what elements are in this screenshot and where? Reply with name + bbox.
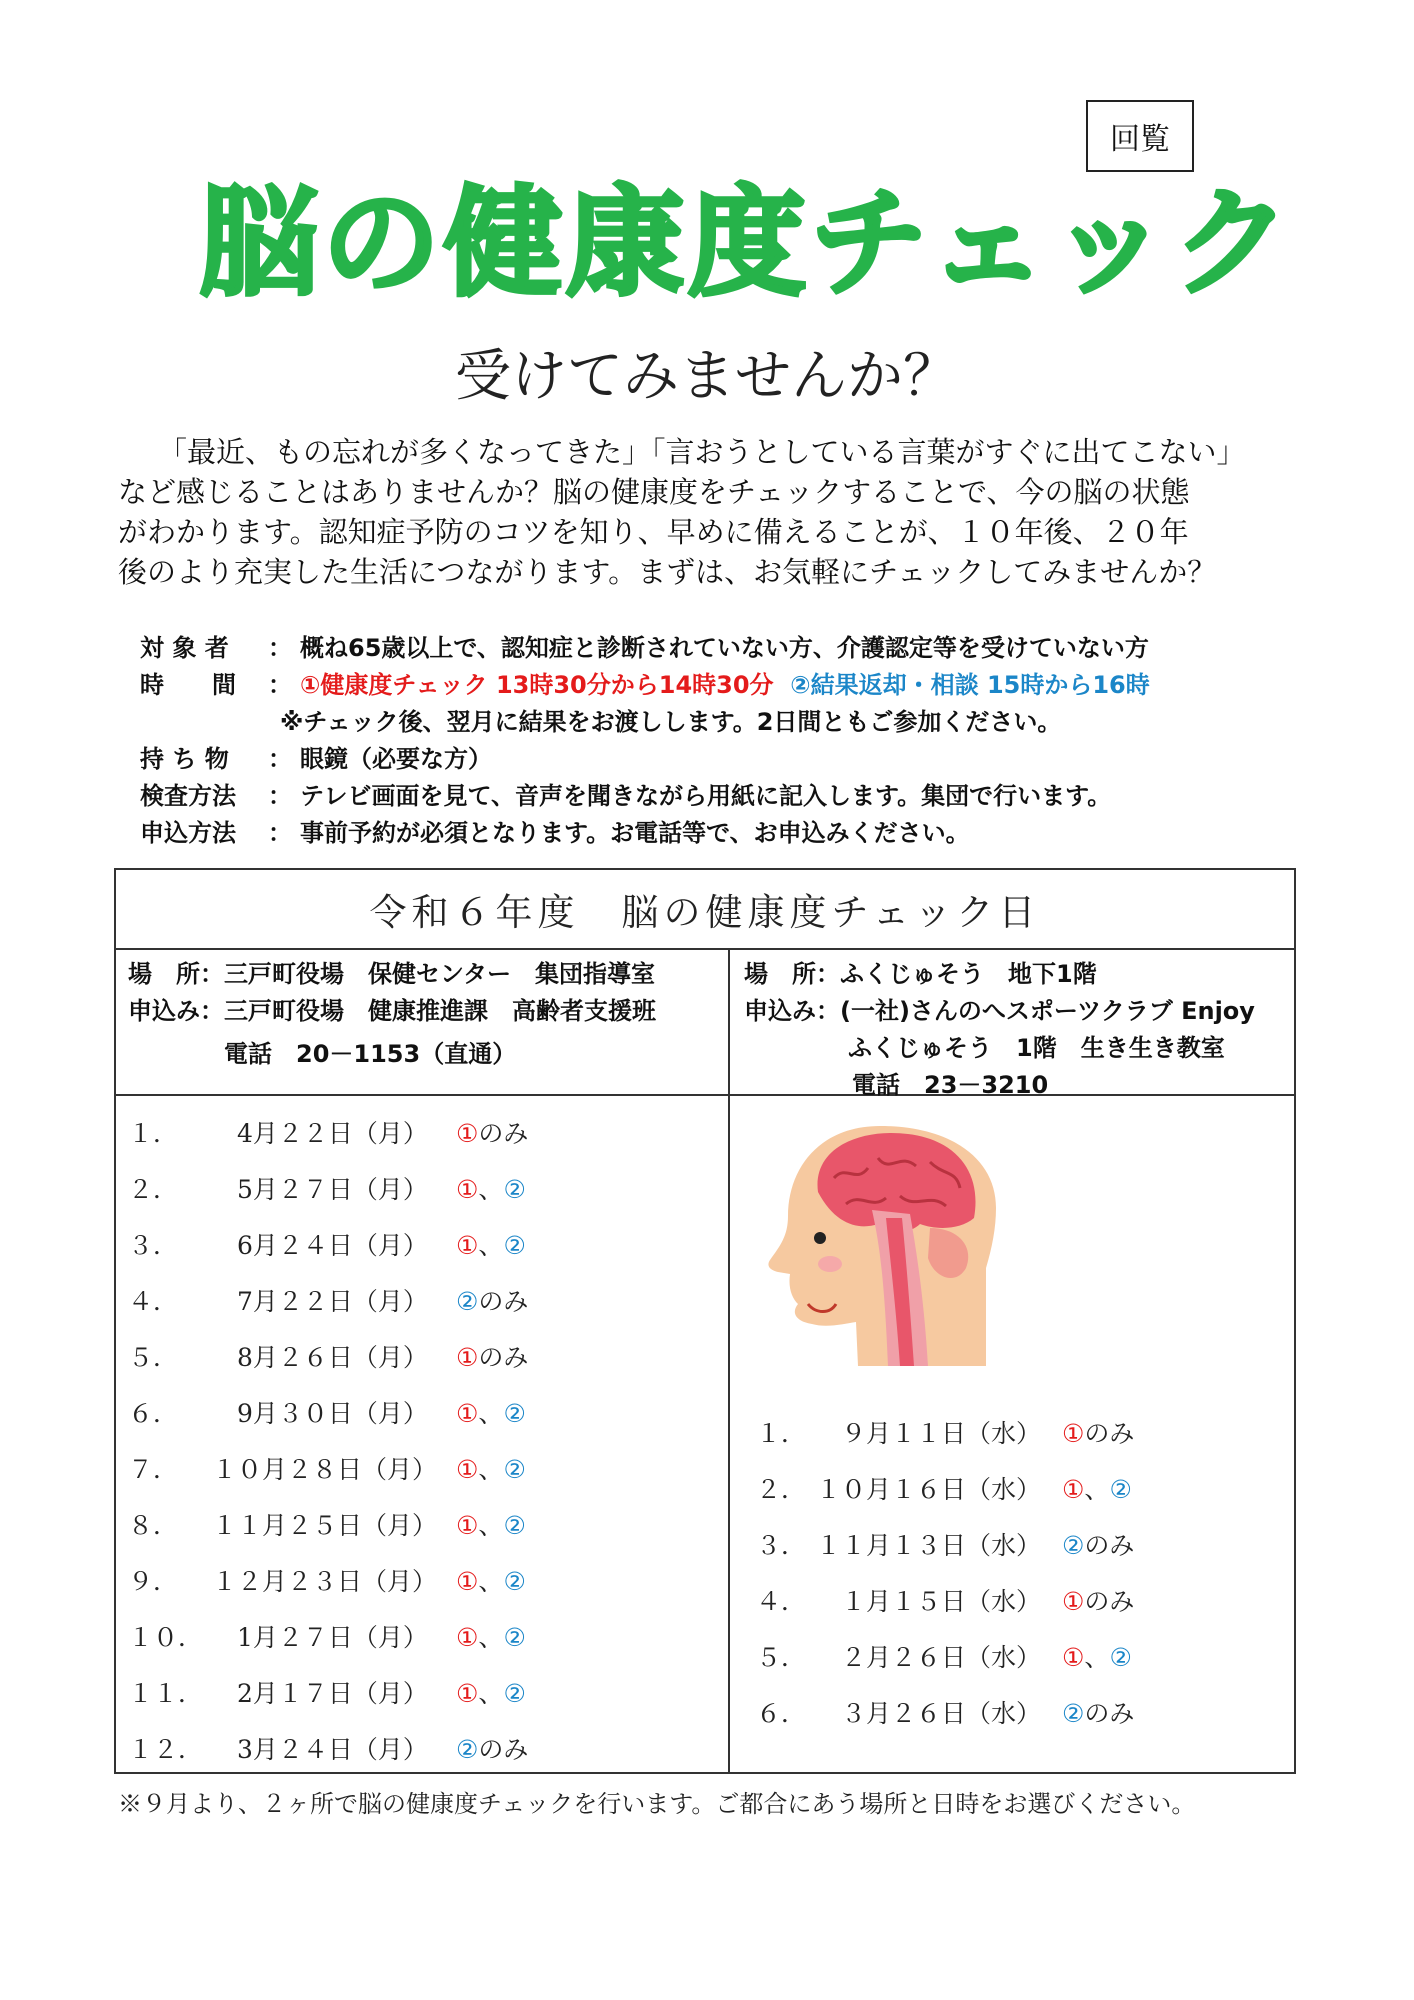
info-colon: ： bbox=[268, 634, 292, 662]
date-number: ７． bbox=[128, 1455, 179, 1484]
session-marks bbox=[456, 1610, 526, 1666]
mark-result-session: ② bbox=[503, 1399, 526, 1428]
mark-separator: 、 bbox=[478, 1623, 504, 1652]
mark-suffix: のみ bbox=[1084, 1699, 1135, 1728]
info-note-row bbox=[140, 704, 1340, 741]
session-marks bbox=[456, 1554, 526, 1610]
mark-check-session: ① bbox=[1062, 1475, 1085, 1504]
date-number: ９． bbox=[128, 1567, 179, 1596]
mark-check-session: ① bbox=[456, 1567, 479, 1596]
schedule-table bbox=[114, 868, 1296, 1774]
right-apply-room: ふくじゅそう 1階 生き生き教室 bbox=[848, 1034, 1225, 1062]
mark-result-session: ② bbox=[456, 1735, 479, 1764]
mark-separator: 、 bbox=[478, 1567, 504, 1596]
time-note bbox=[280, 704, 1061, 741]
mark-check-session: ① bbox=[456, 1343, 479, 1372]
left-phone: 電話 20－1153（直通） bbox=[224, 1040, 517, 1068]
info-label: 検査方法 bbox=[140, 782, 236, 810]
date-text: ３月２６日（水） bbox=[816, 1699, 1042, 1728]
date-text: 2月１７日（月） bbox=[212, 1679, 428, 1708]
mark-check-session: ① bbox=[1062, 1587, 1085, 1616]
brain-head-icon bbox=[760, 1118, 1000, 1368]
date-text: 5月２７日（月） bbox=[212, 1175, 428, 1204]
mark-separator: 、 bbox=[478, 1231, 504, 1260]
session-marks bbox=[456, 1386, 526, 1442]
column-divider bbox=[728, 948, 730, 1772]
session-marks bbox=[456, 1274, 528, 1330]
mark-check-session: ① bbox=[456, 1455, 479, 1484]
mark-check-session: ① bbox=[456, 1175, 479, 1204]
info-section bbox=[140, 630, 1340, 852]
right-date-list bbox=[756, 1406, 1286, 1742]
info-colon: ： bbox=[268, 819, 292, 847]
list-item bbox=[128, 1554, 718, 1610]
mark-result-session: ② bbox=[1109, 1475, 1132, 1504]
intro-line: など感じることはありませんか？脳の健康度をチェックすることで、今の脳の状態 bbox=[118, 475, 1190, 509]
date-number: ５． bbox=[756, 1643, 807, 1672]
table-header: 令和６年度 脳の健康度チェック日 bbox=[116, 870, 1294, 950]
date-number: ２． bbox=[756, 1475, 807, 1504]
time-part-check: ①健康度チェック 13時30分から14時30分 bbox=[300, 671, 774, 699]
list-item bbox=[128, 1666, 718, 1722]
info-label: 対 象 者 bbox=[140, 634, 229, 662]
mark-suffix: のみ bbox=[478, 1287, 529, 1316]
mark-separator: 、 bbox=[478, 1455, 504, 1484]
session-marks bbox=[456, 1218, 526, 1274]
info-value: 眼鏡（必要な方） bbox=[300, 745, 492, 773]
mark-result-session: ② bbox=[503, 1511, 526, 1540]
session-marks bbox=[1062, 1406, 1134, 1462]
mark-result-session: ② bbox=[456, 1287, 479, 1316]
list-item bbox=[756, 1462, 1286, 1518]
mark-separator: 、 bbox=[478, 1175, 504, 1204]
mark-check-session: ① bbox=[1062, 1643, 1085, 1672]
date-number: ６． bbox=[128, 1399, 179, 1428]
mark-result-session: ② bbox=[1109, 1643, 1132, 1672]
mark-result-session: ② bbox=[503, 1175, 526, 1204]
mark-suffix: のみ bbox=[1084, 1587, 1135, 1616]
mark-check-session: ① bbox=[456, 1231, 479, 1260]
mark-suffix: のみ bbox=[1084, 1531, 1135, 1560]
list-item bbox=[756, 1574, 1286, 1630]
circulation-badge: 回覧 bbox=[1086, 100, 1194, 172]
date-number: １． bbox=[756, 1419, 807, 1448]
list-item bbox=[128, 1330, 718, 1386]
mark-suffix: のみ bbox=[478, 1735, 529, 1764]
info-label: 時 間 bbox=[140, 671, 236, 699]
intro-line: 「最近、もの忘れが多くなってきた」「言おうとしている言葉がすぐに出てこない」 bbox=[158, 435, 1246, 469]
list-item bbox=[756, 1406, 1286, 1462]
mark-result-session: ② bbox=[1062, 1699, 1085, 1728]
list-item bbox=[128, 1722, 718, 1778]
session-marks bbox=[456, 1162, 526, 1218]
session-marks bbox=[1062, 1518, 1134, 1574]
list-item bbox=[756, 1630, 1286, 1686]
date-text: １０月２８日（月） bbox=[212, 1455, 438, 1484]
date-text: 7月２２日（月） bbox=[212, 1287, 428, 1316]
left-place: 場 所：三戸町役場 保健センター 集団指導室 bbox=[128, 960, 656, 988]
date-number: ６． bbox=[756, 1699, 807, 1728]
time-note-text: ※チェック後、翌月に結果をお渡しします。2日間ともご参加ください。 bbox=[280, 708, 1062, 736]
date-number: ３． bbox=[128, 1231, 179, 1260]
page-title: 脳の健康度チェック bbox=[200, 174, 1295, 312]
mark-suffix: のみ bbox=[1084, 1419, 1135, 1448]
mark-result-session: ② bbox=[503, 1679, 526, 1708]
mark-separator: 、 bbox=[1084, 1643, 1110, 1672]
mark-result-session: ② bbox=[503, 1231, 526, 1260]
mark-check-session: ① bbox=[456, 1399, 479, 1428]
intro-line: がわかります。認知症予防のコツを知り、早めに備えることが、１０年後、２０年 bbox=[118, 515, 1189, 549]
date-number: ４． bbox=[128, 1287, 179, 1316]
date-text: 9月３０日（月） bbox=[212, 1399, 428, 1428]
page-subtitle: 受けてみませんか？ bbox=[455, 344, 959, 409]
date-text: １２月２３日（月） bbox=[212, 1567, 438, 1596]
list-item bbox=[128, 1610, 718, 1666]
mark-check-session: ① bbox=[1062, 1419, 1085, 1448]
footnote: ※９月より、２ヶ所で脳の健康度チェックを行います。ご都合にあう場所と日時をお選びください。 bbox=[118, 1790, 1196, 1818]
date-text: ９月１１日（水） bbox=[816, 1419, 1042, 1448]
list-item bbox=[128, 1106, 718, 1162]
session-marks bbox=[1062, 1462, 1132, 1518]
intro-line: 後のより充実した生活につながります。まずは、お気軽にチェックしてみませんか？ bbox=[118, 555, 1217, 589]
right-apply: 申込み：(一社)さんのへスポーツクラブ Enjoy bbox=[744, 997, 1255, 1025]
info-value: 事前予約が必須となります。お電話等で、お申込みください。 bbox=[300, 819, 970, 847]
info-value: テレビ画面を見て、音声を聞きながら用紙に記入します。集団で行います。 bbox=[300, 782, 1112, 810]
info-target-row bbox=[140, 630, 1340, 667]
date-text: １１月２５日（月） bbox=[212, 1511, 438, 1540]
info-colon: ： bbox=[268, 671, 292, 699]
mark-check-session: ① bbox=[456, 1623, 479, 1652]
left-date-list bbox=[128, 1106, 718, 1778]
info-method-row bbox=[140, 778, 1340, 815]
mark-check-session: ① bbox=[456, 1511, 479, 1540]
mark-result-session: ② bbox=[503, 1567, 526, 1596]
session-marks bbox=[456, 1330, 528, 1386]
list-item bbox=[128, 1386, 718, 1442]
list-item bbox=[128, 1162, 718, 1218]
right-place: 場 所：ふくじゅそう 地下1階 bbox=[744, 960, 1097, 988]
mark-suffix: のみ bbox=[478, 1343, 529, 1372]
list-item bbox=[128, 1218, 718, 1274]
left-apply: 申込み：三戸町役場 健康推進課 高齢者支援班 bbox=[128, 997, 656, 1025]
session-marks bbox=[456, 1442, 526, 1498]
date-number: ２． bbox=[128, 1175, 179, 1204]
date-number: １． bbox=[128, 1119, 179, 1148]
info-time-row bbox=[140, 667, 1340, 704]
mark-check-session: ① bbox=[456, 1679, 479, 1708]
session-marks bbox=[1062, 1686, 1134, 1742]
date-text: １月１５日（水） bbox=[816, 1587, 1042, 1616]
date-number: １０． bbox=[128, 1623, 204, 1652]
list-item bbox=[756, 1518, 1286, 1574]
mark-separator: 、 bbox=[1084, 1475, 1110, 1504]
session-marks bbox=[456, 1722, 528, 1778]
date-text: １０月１６日（水） bbox=[816, 1475, 1042, 1504]
info-label: 申込方法 bbox=[140, 819, 236, 847]
date-text: 6月２４日（月） bbox=[212, 1231, 428, 1260]
date-text: 1月２７日（月） bbox=[212, 1623, 428, 1652]
mark-check-session: ① bbox=[456, 1119, 479, 1148]
info-label: 持 ち 物 bbox=[140, 745, 229, 773]
list-item bbox=[128, 1442, 718, 1498]
list-item bbox=[128, 1498, 718, 1554]
session-marks bbox=[1062, 1574, 1134, 1630]
session-marks bbox=[456, 1498, 526, 1554]
session-marks bbox=[1062, 1630, 1132, 1686]
info-value bbox=[300, 667, 1150, 704]
date-number: １２． bbox=[128, 1735, 204, 1764]
info-value: 概ね65歳以上で、認知症と診断されていない方、介護認定等を受けていない方 bbox=[300, 634, 1149, 662]
date-number: ４． bbox=[756, 1587, 807, 1616]
date-number: ５． bbox=[128, 1343, 179, 1372]
info-colon: ： bbox=[268, 745, 292, 773]
session-marks bbox=[456, 1106, 528, 1162]
mark-result-session: ② bbox=[1062, 1531, 1085, 1560]
intro-text bbox=[118, 432, 1318, 592]
date-number: １１． bbox=[128, 1679, 204, 1708]
date-number: ８． bbox=[128, 1511, 179, 1540]
list-item bbox=[756, 1686, 1286, 1742]
date-text: 3月２４日（月） bbox=[212, 1735, 428, 1764]
mark-suffix: のみ bbox=[478, 1119, 529, 1148]
info-belongings-row bbox=[140, 741, 1340, 778]
date-text: ２月２６日（水） bbox=[816, 1643, 1042, 1672]
mark-separator: 、 bbox=[478, 1399, 504, 1428]
session-marks bbox=[456, 1666, 526, 1722]
date-text: 8月２６日（月） bbox=[212, 1343, 428, 1372]
date-text: １１月１３日（水） bbox=[816, 1531, 1042, 1560]
left-location-info bbox=[128, 956, 656, 1073]
info-colon: ： bbox=[268, 782, 292, 810]
mark-result-session: ② bbox=[503, 1623, 526, 1652]
list-item bbox=[128, 1274, 718, 1330]
mark-separator: 、 bbox=[478, 1511, 504, 1540]
mark-separator: 、 bbox=[478, 1679, 504, 1708]
date-text: 4月２２日（月） bbox=[212, 1119, 428, 1148]
time-part-result: ②結果返却・相談 15時から16時 bbox=[790, 671, 1150, 699]
date-number: ３． bbox=[756, 1531, 807, 1560]
right-location-info bbox=[744, 956, 1255, 1104]
right-phone: 電話 23－3210 bbox=[852, 1071, 1049, 1099]
info-apply-row bbox=[140, 815, 1340, 852]
mark-result-session: ② bbox=[503, 1455, 526, 1484]
